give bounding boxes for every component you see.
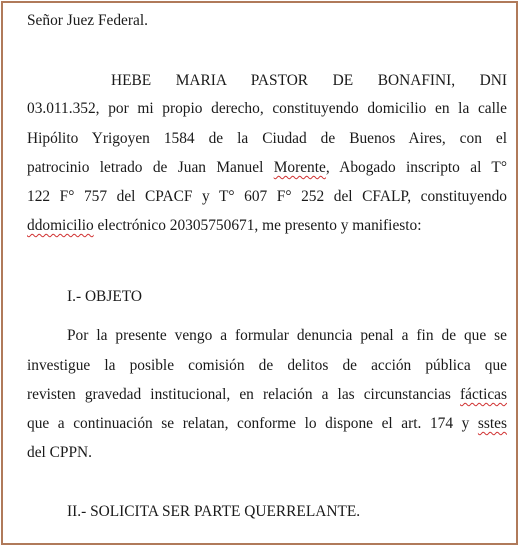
section-1-line-5: del CPPN. <box>27 444 92 461</box>
section-1-line-1: Por la presente vengo a formular denuncia penal a fin de que se <box>67 327 507 344</box>
section-1-line-3-text-a: revisten gravedad institucional, en relación a las circunstancias <box>27 386 460 403</box>
spellcheck-word-facticas: fácticas <box>460 386 507 403</box>
salutation: Señor Juez Federal. <box>27 12 148 29</box>
intro-line-4-text-a: patrocinio letrado de Juan Manuel <box>27 159 274 176</box>
section-1-line-2: investigue la posible comisión de delitos de acción pública que <box>27 357 507 374</box>
section-1-heading: I.- OBJETO <box>67 288 142 305</box>
intro-line-3: Hipólito Yrigoyen 1584 de la Ciudad de Buenos Aires, con el <box>27 130 507 147</box>
spellcheck-word-ddomicilio: ddomicilio <box>27 217 94 234</box>
intro-line-4 <box>27 155 507 181</box>
spellcheck-word-morente: Morente <box>273 159 326 176</box>
intro-line-1: HEBE MARIA PASTOR DE BONAFINI, DNI <box>111 72 507 89</box>
section-1-line-4 <box>27 411 507 437</box>
intro-line-2: 03.011.352, por mi propio derecho, constituyendo domicilio en la calle <box>27 100 507 117</box>
section-2-heading: II.- SOLICITA SER PARTE QUERRELANTE. <box>67 503 361 520</box>
section-1-line-4-text-a: que a continuación se relatan, conforme lo dispone el art. 174 y <box>27 415 478 432</box>
document-frame <box>1 1 518 545</box>
intro-line-6-text-b: electrónico 20305750671, me presento y manifiesto: <box>93 217 422 234</box>
section-1-line-3 <box>27 382 507 408</box>
intro-line-6 <box>27 213 422 239</box>
spellcheck-word-sstes: sstes <box>477 415 507 432</box>
intro-line-5: 122 F° 757 del CPACF y T° 607 F° 252 del CFALP, constituyendo <box>27 188 507 205</box>
intro-line-4-text-c: , Abogado inscripto al T° <box>325 159 507 176</box>
